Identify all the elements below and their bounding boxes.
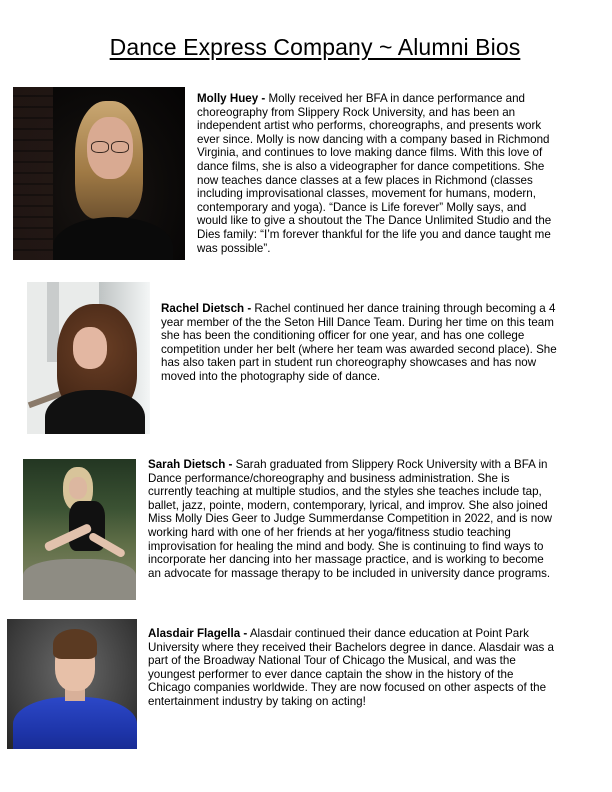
bio-name: Rachel Dietsch -	[161, 302, 252, 315]
bio-rachel-dietsch	[161, 302, 559, 384]
bio-name: Molly Huey -	[197, 92, 266, 105]
photo-rachel-dietsch	[27, 282, 150, 434]
bio-text: Rachel continued her dance training through becoming a 4 year member of the the Seton Hill Dance Team. During her time on this team she has been the conditioning officer for one year, and has one college competition under her belt (where her team was awarded second place). She has also taken part in student run choreography showcases and has now moved into the photography side of dance.	[161, 302, 557, 383]
bio-text: Molly received her BFA in dance performance and choreography from Slippery Rock University, and has been an independent artist who performs, choreographs, and presents work ever since. Molly is now dancing with a company based in Richmond Virginia, and continues to love making dance films. With this love of dance films, she is also a videographer for dance competitions. She now teaches dance classes at a few places in Richmond (classes including improvisational classes, movement for humans, modern, contemporary and yoga). “Dance is Life forever” Molly says, and would like to give a shoutout the The Dance Unlimited Studio and the Dies family: “I’m forever thankful for the life you and dance taught me was possible”.	[197, 92, 552, 255]
bio-sarah-dietsch	[148, 458, 556, 580]
page-title: Dance Express Company ~ Alumni Bios	[109, 34, 521, 60]
bio-molly-huey	[197, 92, 555, 255]
bio-alasdair-flagella	[148, 627, 558, 709]
bio-name: Sarah Dietsch -	[148, 458, 233, 471]
photo-sarah-dietsch	[23, 459, 136, 600]
photo-molly-huey	[13, 87, 185, 260]
bio-text: Sarah graduated from Slippery Rock University with a BFA in Dance performance/choreography and business administration. She is currently teaching at multiple studios, and the styles she teaches include tap, ballet, jazz, pointe, modern, contemporary, lyrical, and improv. She also joined Miss Molly Dies Geer to Judge Summerdanse Competition in 2022, and is now working hard with one of her friends at her yoga/fitness studio teaching improvisation for healing the mind and body. She is continuing to find ways to incorporate her dancing into her massage practice, and is working to become an advocate for massage therapy to be included in university dance programs.	[148, 458, 553, 580]
bio-text: Alasdair continued their dance education at Point Park University where they received their Bachelors degree in dance. Alasdair was a part of the Broadway National Tour of Chicago the Musical, and was the youngest performer to ever dance captain the show in the history of the Chicago companies worldwide. They are now focused on other aspects of the entertainment industry by taking on acting!	[148, 627, 554, 708]
photo-alasdair-flagella	[7, 619, 137, 749]
bio-name: Alasdair Flagella -	[148, 627, 248, 640]
